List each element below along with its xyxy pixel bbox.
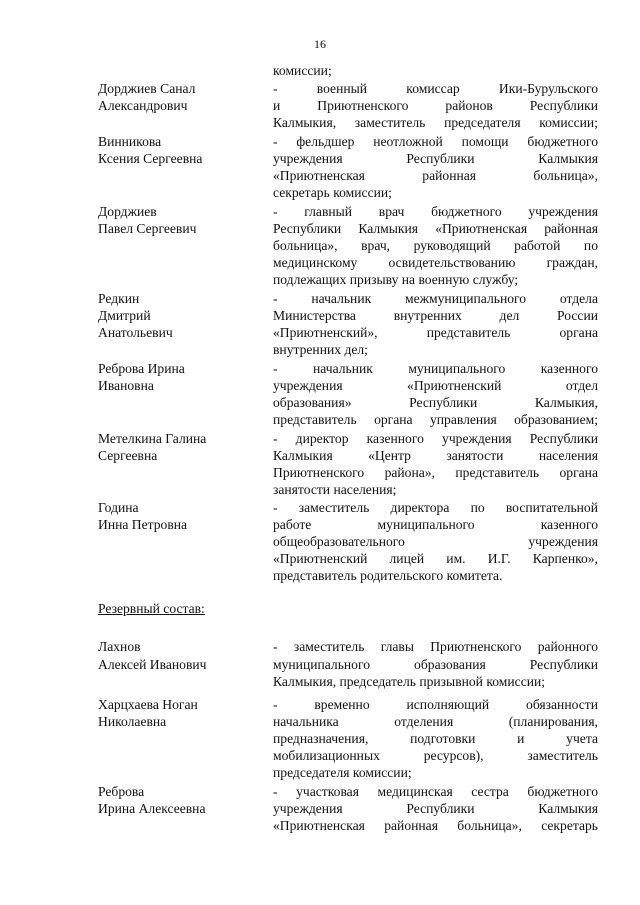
role-text-line: секретарь комиссии; [273, 185, 392, 200]
role-text-line: мобилизационных ресурсов), заместитель [273, 748, 598, 763]
member-name-line: Дмитрий [98, 308, 151, 323]
member-name-line: Сергеевна [98, 448, 158, 463]
member-name-line: Редкин [98, 291, 140, 306]
member-name-line: Ивановна [98, 378, 154, 393]
reserve-heading: Резервный состав: [98, 601, 205, 616]
role-text-line: - начальник межмуниципального отдела [273, 291, 598, 306]
member-name-line: Винникова [98, 134, 162, 149]
role-text-line: - военный комиссар Ики-Бурульского [273, 81, 598, 96]
role-text-line: предназначения, подготовки и учета [273, 731, 598, 746]
role-text-line: Калмыкия «Центр занятости населения [273, 448, 598, 463]
member-name-line: Метелкина Галина [98, 431, 207, 446]
role-text-line: - начальник муниципального казенного [273, 361, 598, 376]
role-text-line: Калмыкия, заместитель председателя комиссии; [273, 115, 598, 130]
member-name-line: Анатольевич [98, 325, 173, 340]
role-text-line: учреждения Республики Калмыкия [273, 151, 598, 166]
role-text-line: - заместитель главы Приютненского районного [273, 639, 598, 654]
role-text-line: начальника отделения (планирования, [273, 714, 598, 729]
role-text-line: представитель органа управления образованием; [273, 412, 598, 427]
role-text-line: - заместитель директора по воспитательной [273, 500, 598, 515]
role-text-line: «Приютненский», представитель органа [273, 325, 598, 340]
role-text-line: - участковая медицинская сестра бюджетного [273, 784, 598, 799]
role-text-line: - главный врач бюджетного учреждения [273, 204, 598, 219]
role-text-line: - временно исполняющий обязанности [273, 697, 598, 712]
role-text-line: медицинскому освидетельствованию граждан, [273, 255, 598, 270]
member-name-line: Павел Сергеевич [98, 221, 197, 236]
role-text-line: учреждения «Приютненский отдел [273, 378, 598, 393]
member-name-line: Година [98, 500, 139, 515]
role-text-line: внутренних дел; [273, 342, 368, 357]
role-text-line: «Приютненская районная больница», [273, 168, 598, 183]
role-text-line: «Приютненская районная больница», секретарь [273, 818, 598, 833]
role-text-line: больница», врач, руководящий работой по [273, 238, 598, 253]
member-name-line: Ксения Сергеевна [98, 151, 203, 166]
role-text-line: муниципального образования Республики [273, 657, 598, 672]
page-number: 16 [314, 37, 326, 51]
role-text-line: - фельдшер неотложной помощи бюджетного [273, 134, 598, 149]
member-name-line: Реброва [98, 784, 145, 799]
role-text-line: Республики Калмыкия «Приютненская районная [273, 221, 598, 236]
member-name-line: Дорджиев [98, 204, 157, 219]
role-text-line: Министерства внутренних дел России [273, 308, 598, 323]
member-name-line: Лахнов [98, 639, 141, 654]
role-text-line: учреждения Республики Калмыкия [273, 801, 598, 816]
member-name-line: Дорджиев Санал [98, 81, 196, 96]
member-name-line: Инна Петровна [98, 517, 188, 532]
role-text-line: - директор казенного учреждения Республики [273, 431, 598, 446]
member-name-line: Александрович [98, 98, 188, 113]
role-text-line: и Приютненского районов Республики [273, 98, 598, 113]
role-text-line: занятости населения; [273, 482, 397, 497]
member-name-line: Ирина Алексеевна [98, 801, 206, 816]
member-name-line: Реброва Ирина [98, 361, 185, 376]
member-name-line: Николаевна [98, 714, 167, 729]
role-text-line: подлежащих призыву на военную службу; [273, 272, 519, 287]
role-text-line: образования» Республики Калмыкия, [273, 395, 598, 410]
role-text-line: общеобразовательного учреждения [273, 534, 598, 549]
member-name-line: Харцхаева Ноган [98, 697, 198, 712]
role-text-line: Приютненского района», представитель органа [273, 465, 598, 480]
role-text-line: председателя комиссии; [273, 765, 412, 780]
role-text-line: Калмыкия, председатель призывной комиссии; [273, 674, 546, 689]
role-text-line: работе муниципального казенного [273, 517, 598, 532]
role-text-line: «Приютненский лицей им. И.Г. Карпенко», [273, 551, 598, 566]
member-name-line: Алексей Иванович [98, 657, 207, 672]
role-text-line: представитель родительского комитета. [273, 568, 503, 583]
role-text-line: комиссии; [273, 63, 332, 78]
